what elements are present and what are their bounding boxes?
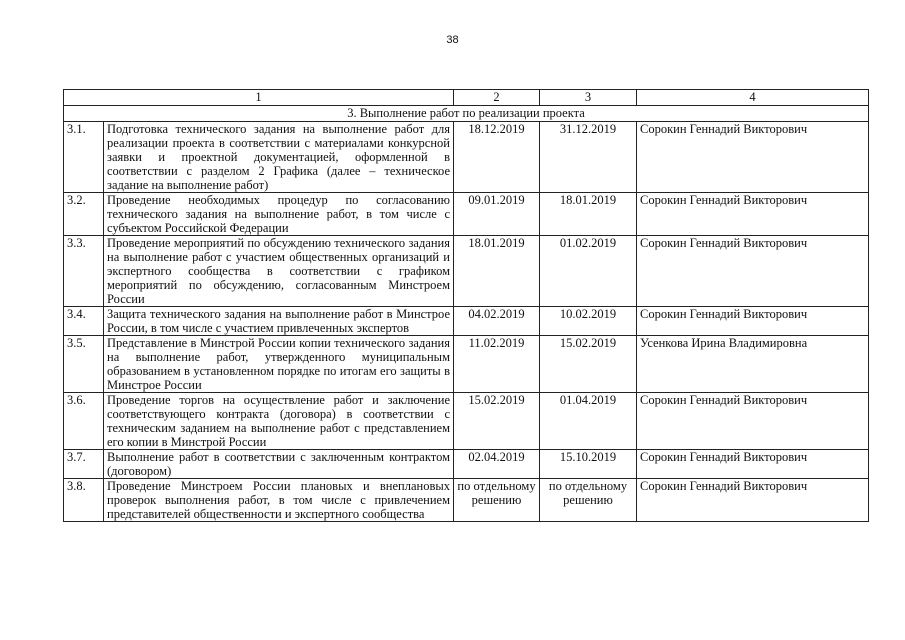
- row-responsible-person: Сорокин Геннадий Викторович: [637, 479, 869, 522]
- row-start-date: по отдельному решению: [454, 479, 540, 522]
- row-end-date: 10.02.2019: [540, 307, 637, 336]
- row-responsible-person: Сорокин Геннадий Викторович: [637, 307, 869, 336]
- row-number: 3.1.: [64, 122, 104, 193]
- page-number: 38: [446, 34, 459, 46]
- row-responsible-person: Сорокин Геннадий Викторович: [637, 393, 869, 450]
- row-start-date: 15.02.2019: [454, 393, 540, 450]
- row-end-date: 15.02.2019: [540, 336, 637, 393]
- row-start-date: 11.02.2019: [454, 336, 540, 393]
- table-row: [64, 479, 869, 522]
- table-row: [64, 193, 869, 236]
- table-row: [64, 236, 869, 307]
- row-responsible-person: Сорокин Геннадий Викторович: [637, 450, 869, 479]
- row-end-date: 01.02.2019: [540, 236, 637, 307]
- row-responsible-person: Сорокин Геннадий Викторович: [637, 236, 869, 307]
- row-number: 3.2.: [64, 193, 104, 236]
- section-title-row: [64, 106, 869, 122]
- row-start-date: 04.02.2019: [454, 307, 540, 336]
- row-end-date: 18.01.2019: [540, 193, 637, 236]
- row-description: Подготовка технического задания на выполнение работ для реализации проекта в соответствии с материалами конкурсной заявки и проектной документацией, оформленной в соответствии с разделом 2 Графика (далее – техническое задание на выполнение работ): [104, 122, 454, 193]
- row-number: 3.5.: [64, 336, 104, 393]
- row-start-date: 18.01.2019: [454, 236, 540, 307]
- table-row: [64, 336, 869, 393]
- row-responsible-person: Сорокин Геннадий Викторович: [637, 122, 869, 193]
- table-row: [64, 307, 869, 336]
- table-row: [64, 122, 869, 193]
- row-number: 3.3.: [64, 236, 104, 307]
- row-end-date: по отдельному решению: [540, 479, 637, 522]
- row-description: Выполнение работ в соответствии с заключенным контрактом (договором): [104, 450, 454, 479]
- section-title: 3. Выполнение работ по реализации проекта: [64, 106, 869, 122]
- row-description: Проведение Минстроем России плановых и внеплановых проверок выполнения работ, в том числе с привлечением представителей общественности и экспертного сообщества: [104, 479, 454, 522]
- row-description: Проведение мероприятий по обсуждению технического задания на выполнение работ с участием общественных организаций и экспертного сообщества в соответствии с графиком мероприятий по обсуждению, согласованным Минстроем России: [104, 236, 454, 307]
- column-header-4: 4: [637, 90, 869, 106]
- row-end-date: 15.10.2019: [540, 450, 637, 479]
- table-header-row: [64, 90, 869, 106]
- row-number: 3.7.: [64, 450, 104, 479]
- row-number: 3.4.: [64, 307, 104, 336]
- row-number: 3.8.: [64, 479, 104, 522]
- row-end-date: 01.04.2019: [540, 393, 637, 450]
- row-start-date: 09.01.2019: [454, 193, 540, 236]
- table-row: [64, 393, 869, 450]
- row-description: Проведение необходимых процедур по согласованию технического задания на выполнение работ, в том числе с субъектом Российской Федерации: [104, 193, 454, 236]
- column-header-1: 1: [64, 90, 454, 106]
- row-description: Защита технического задания на выполнение работ в Минстрое России, в том числе с участием привлеченных экспертов: [104, 307, 454, 336]
- row-end-date: 31.12.2019: [540, 122, 637, 193]
- row-description: Представление в Минстрой России копии технического задания на выполнение работ, утвержденного муниципальным образованием в установленном порядке по итогам его защиты в Минстрое России: [104, 336, 454, 393]
- column-header-2: 2: [454, 90, 540, 106]
- row-responsible-person: Сорокин Геннадий Викторович: [637, 193, 869, 236]
- row-start-date: 02.04.2019: [454, 450, 540, 479]
- row-number: 3.6.: [64, 393, 104, 450]
- row-responsible-person: Усенкова Ирина Владимировна: [637, 336, 869, 393]
- table-row: [64, 450, 869, 479]
- row-start-date: 18.12.2019: [454, 122, 540, 193]
- column-header-3: 3: [540, 90, 637, 106]
- row-description: Проведение торгов на осуществление работ и заключение соответствующего контракта (договора) в соответствии с техническим заданием на выполнение работ с представлением его копии в Минстрой России: [104, 393, 454, 450]
- schedule-table: [63, 89, 869, 522]
